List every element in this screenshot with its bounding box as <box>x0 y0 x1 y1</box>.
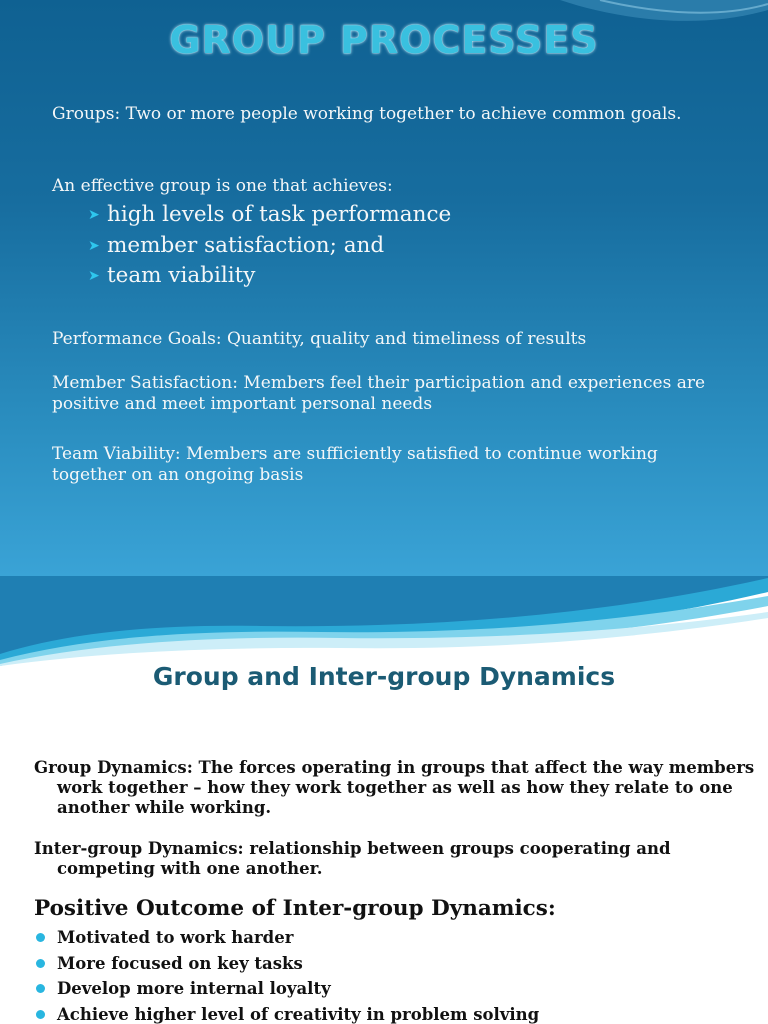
effective-group-intro: An effective group is one that achieves: <box>52 176 393 196</box>
list-item: Achieve higher level of creativity in problem solving <box>34 1002 539 1024</box>
outcome-list <box>34 925 539 1024</box>
effective-group-list <box>88 200 451 292</box>
outcome-heading: Positive Outcome of Inter-group Dynamics: <box>34 896 556 921</box>
list-item: Motivated to work harder <box>34 925 539 951</box>
groups-definition: Groups: Two or more people working together to achieve common goals. <box>52 104 682 124</box>
slide-group-dynamics <box>0 576 768 1024</box>
intergroup-dynamics-definition: Inter-group Dynamics: relationship between groups cooperating and competing with one another. <box>34 839 671 878</box>
slide-title: Group and Inter-group Dynamics <box>152 662 616 691</box>
slide-title: GROUP PROCESSES <box>169 18 599 62</box>
dot-bullet-icon <box>36 933 45 942</box>
dot-bullet-icon <box>36 984 45 993</box>
arrow-bullet-icon: ➤ <box>88 207 100 223</box>
list-item: Develop more internal loyalty <box>34 976 539 1002</box>
list-item: ➤ member satisfaction; and <box>88 231 451 262</box>
list-item: More focused on key tasks <box>34 951 539 977</box>
member-satisfaction: Member Satisfaction: Members feel their participation and experiences are positive and meet important personal needs <box>52 373 706 414</box>
decorative-wave <box>0 576 768 666</box>
team-viability: Team Viability: Members are sufficiently satisfied to continue working together on an ongoing basis <box>52 444 658 485</box>
arrow-bullet-icon: ➤ <box>88 268 100 284</box>
group-dynamics-definition: Group Dynamics: The forces operating in groups that affect the way members work together – how they work together as well as how they relate to one another while working. <box>34 758 755 817</box>
dot-bullet-icon <box>36 959 45 968</box>
arrow-bullet-icon: ➤ <box>88 237 100 254</box>
dot-bullet-icon <box>36 1010 45 1019</box>
list-item: ➤ high levels of task performance <box>88 200 451 231</box>
list-item: ➤ team viability <box>88 261 451 292</box>
performance-goals: Performance Goals: Quantity, quality and timeliness of results <box>52 329 587 349</box>
